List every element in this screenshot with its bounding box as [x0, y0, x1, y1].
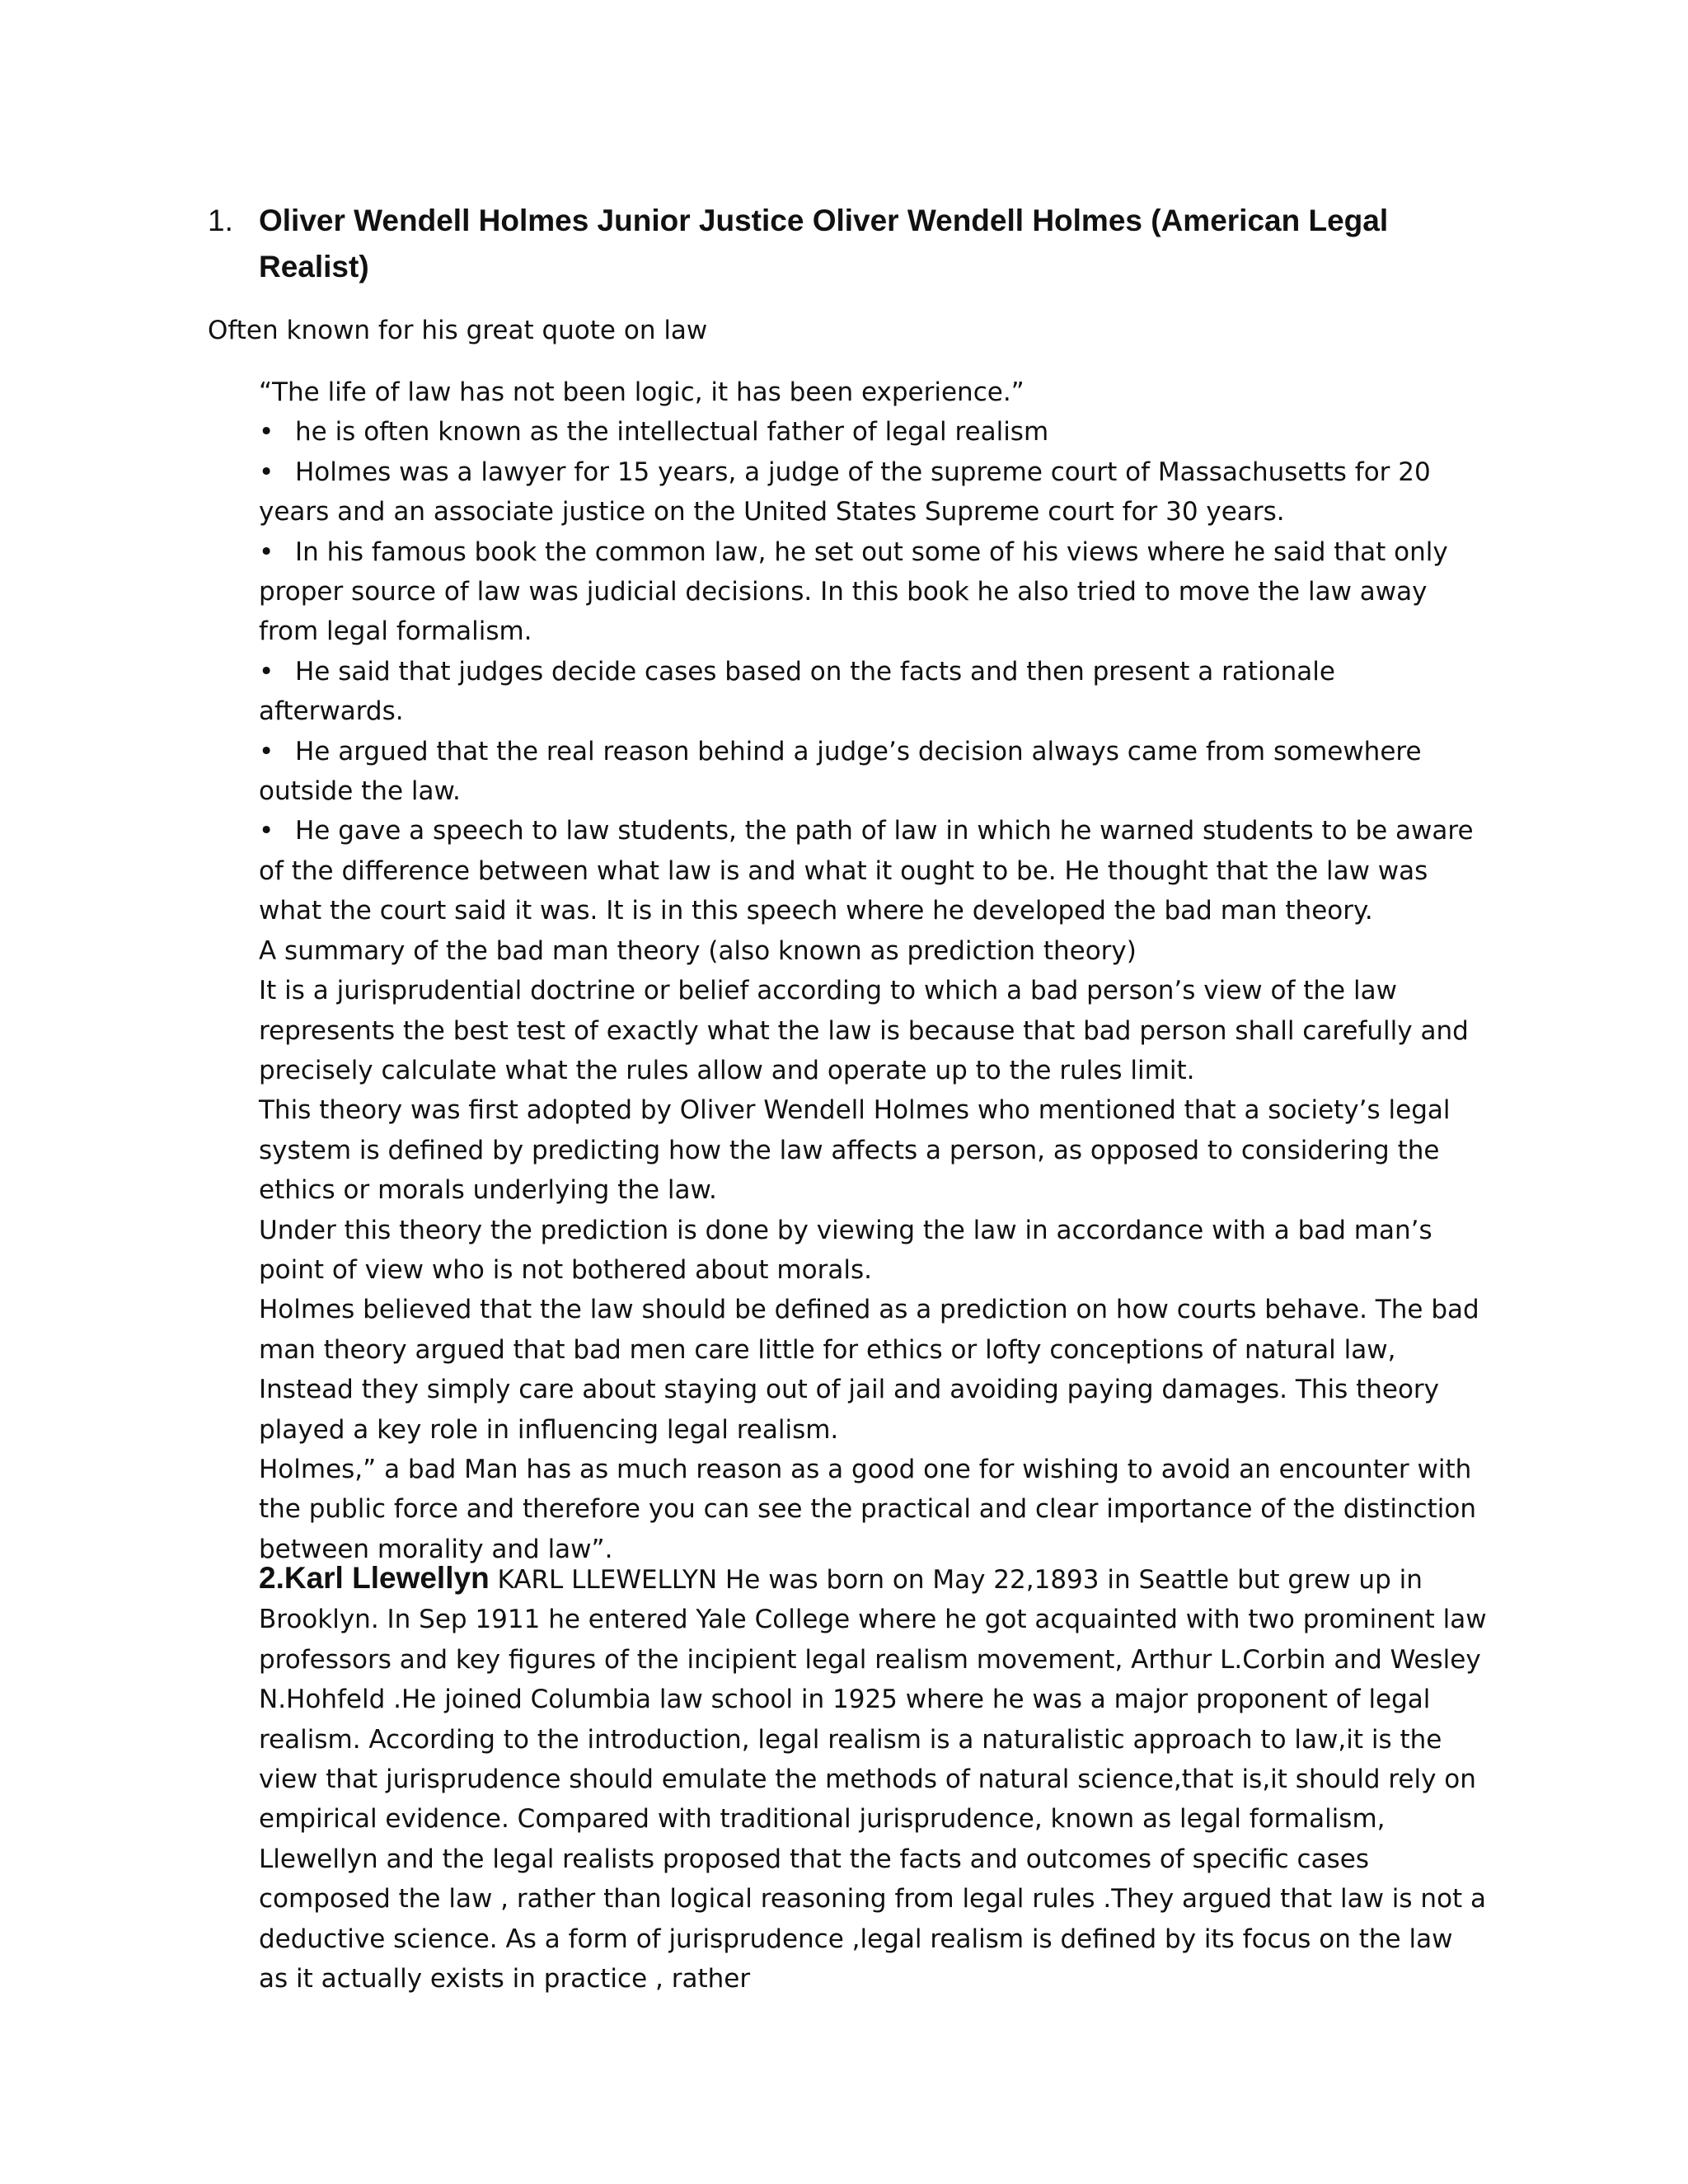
bullet-icon: •	[259, 457, 274, 487]
paragraph: It is a jurisprudential doctrine or belief according to which a bad person’s view of the law represents the best test of exactly what the law is because that bad person shall carefully and precisely calculate what the rules allow and operate up to the rules limit.	[259, 976, 1469, 1085]
section-1-intro: Often known for his great quote on law	[208, 316, 708, 345]
list-item-text: He argued that the real reason behind a judge’s decision always came from somewhere outside the law.	[259, 736, 1422, 807]
section-1-body	[259, 373, 1487, 1569]
paragraph: Holmes believed that the law should be defined as a prediction on how courts behave. The bad man theory argued that bad men care little for ethics or lofty conceptions of natural law, Instead they simply care about staying out of jail and avoiding paying damages. This theory played a key role in influencing legal realism.	[259, 1295, 1479, 1445]
list-item	[259, 452, 1487, 532]
list-item-text: Holmes was a lawyer for 15 years, a judge of the supreme court of Massachusetts for 20 years and an associate justice on the United States Supreme court for 30 years.	[259, 457, 1431, 527]
bullet-icon: •	[259, 417, 274, 448]
list-item	[259, 652, 1487, 732]
bullet-icon: •	[259, 816, 274, 846]
holmes-quote: “The life of law has not been logic, it has been experience.”	[259, 377, 1025, 407]
section-1-heading	[208, 198, 1477, 290]
bad-man-summary-heading: A summary of the bad man theory (also known as prediction theory)	[259, 935, 1137, 966]
section-1-number: 1.	[208, 204, 233, 237]
section-2-text: KARL LLEWELLYN He was born on May 22,1893 in Seattle but grew up in Brooklyn. In Sep 1911 he entered Yale College where he got acquainted with two prominent law professors and key figures of the incipient legal realism movement, Arthur L.Corbin and Wesley N.Hohfeld .He joined Columbia law school in 1925 where he was a major proponent of legal realism. According to the introduction, legal realism is a naturalistic approach to law,it is the view that jurisprudence should emulate the methods of natural science,that is,it should rely on empirical evidence. Compared with traditional jurisprudence, known as legal formalism, Llewellyn and the legal realists proposed that the facts and outcomes of specific cases composed the law , rather than logical reasoning from legal rules .They argued that law is not a deductive science. As a form of jurisprudence ,legal realism is defined by its focus on the law as it actually exists in practice , rather	[259, 1565, 1487, 1994]
paragraph: Holmes,” a bad Man has as much reason as a good one for wishing to avoid an encounter with the public force and therefore you can see the practical and clear importance of the distinction between morality and law”.	[259, 1454, 1477, 1564]
section-1-title: Oliver Wendell Holmes Junior Justice Oliver Wendell Holmes (American Legal Realist)	[259, 204, 1389, 284]
list-item-text: He gave a speech to law students, the path of law in which he warned students to be aware of the difference between what law is and what it ought to be. He thought that the law was what the court said it was. It is in this speech where he developed the bad man theory.	[259, 816, 1474, 926]
list-item-text: He said that judges decide cases based on the facts and then present a rationale afterwards.	[259, 656, 1335, 727]
bullet-icon: •	[259, 736, 274, 766]
list-item	[259, 532, 1487, 652]
paragraph: This theory was first adopted by Oliver Wendell Holmes who mentioned that a society’s legal system is defined by predicting how the law affects a person, as opposed to considering the ethics or morals underlying the law.	[259, 1095, 1451, 1206]
section-2	[259, 1558, 1487, 1999]
list-item	[259, 811, 1487, 930]
bullet-icon: •	[259, 537, 274, 567]
list-item	[259, 412, 1487, 452]
section-2-title: 2.Karl Llewellyn	[259, 1561, 490, 1595]
bullet-icon: •	[259, 656, 274, 687]
list-item-text: In his famous book the common law, he set out some of his views where he said that only proper source of law was judicial decisions. In this book he also tried to move the law away from legal formalism.	[259, 537, 1448, 647]
list-item-text: he is often known as the intellectual father of legal realism	[295, 417, 1049, 448]
paragraph: Under this theory the prediction is done by viewing the law in accordance with a bad man’s point of view who is not bothered about morals.	[259, 1215, 1432, 1285]
list-item	[259, 732, 1487, 812]
